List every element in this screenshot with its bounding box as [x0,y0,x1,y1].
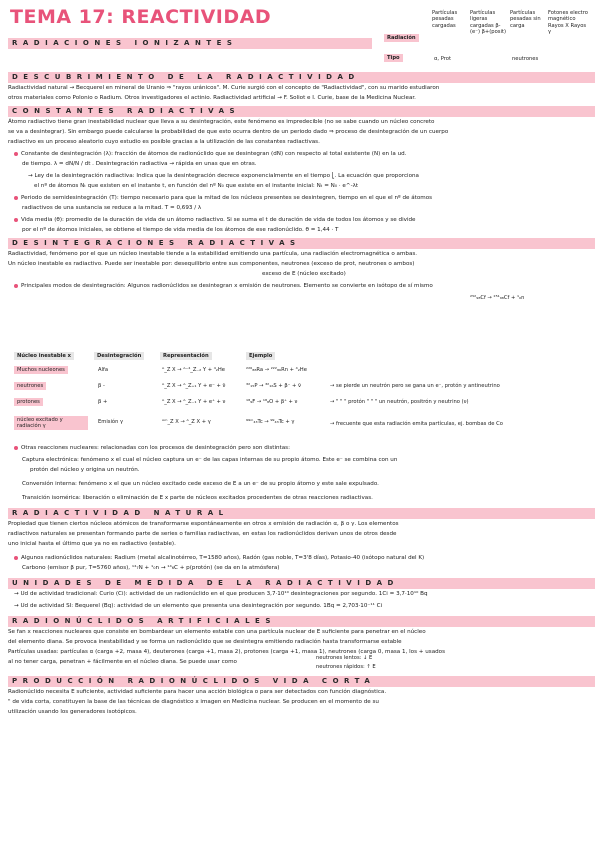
section-radiaciones-ionizantes: RADIACIONES IONIZANTES [8,38,372,49]
emission-row-3-ex: ⁹⁹ᵐ₄₃Tc → ⁹⁹₄₃Tc + γ [246,419,295,425]
tipo-neutral: neutrones [512,56,539,62]
captura-electronica-2: protón del núcleo y origina un neutrón. [30,467,140,473]
bullet-semidesintegracion: Periodo de semidesintegración (T): tiempo necesario para que la mitad de los núcleos presentes se desintegren, tiempo en el que el nº de átomos [14,194,592,204]
bullet-semidesintegracion-2: radiactivos de una sustancia se reduce a la mitad. T = 0,693 / λ [22,205,202,211]
header-light-charged: Partículas ligeras cargadas β-(e⁻) β+(posit) [470,10,506,35]
emission-row-0-type: Alfa [98,367,108,373]
section-artificiales: RADIONÚCLIDOS ARTIFICIALES [8,616,595,627]
const-line-2: se va a desintegrar). Sin embargo puede calcularse la probabilidad de que esto ocurra dentro de un periodo dado ⇒ proceso de desintegración de un cuerpo [8,129,449,135]
nat-line-3: uno inicial hasta el último que ya no es radiactivo (estable). [8,541,176,547]
emission-row-1-rep: ᴬ_Z X → ᴬ_Z₊₁ Y + e⁻ + ν̄ [162,383,226,389]
emission-table [14,352,324,436]
section-constantes: CONSTANTES RADIACTIVAS [8,106,595,117]
header-photons: Fotones electro magnético Rayos X Rayos γ [548,10,588,35]
emission-note-3: → frecuente que esta radiación emita partículas, ej. bombas de Co [330,421,503,427]
emission-row-0-rep: ᴬ_Z X → ᴬ⁻⁴_Z₋₂ Y + ⁴₂He [162,367,225,373]
section-natural: RADIACTIVIDAD NATURAL [8,508,595,519]
bullet-dot-icon [14,446,18,450]
bullet-otras-reacciones: Otras reacciones nucleares: relacionadas con los procesos de desintegración pero son distintas: [14,444,592,454]
unidad-bequerel: → Ud de actividad SI: Bequerel (Bq): actividad de un elemento que presenta una desintegración por segundo. 1Bq = 2,703·10⁻¹¹ Ci [14,603,383,609]
section-desintegraciones: DESINTEGRACIONES RADIACTIVAS [8,238,595,249]
emission-note-1: → se pierde un neutrón pero se gana un e⁻, protón y antineutrino [330,383,500,389]
captura-electronica-1: Captura electrónica: fenómeno x el cual el núcleo captura un e⁻ de las capas internas de su propio átomo. Este e⁻ se combina con un [22,457,398,463]
bullet-constante-2: de tiempo. λ = dN/N / dt . Desintegración radiactiva → rápida en unas que en otras. [22,161,257,167]
bullet-dot-icon [14,556,18,560]
discovery-line-1: Radiactividad natural → Becquerel en mineral de Uranio ⇒ "rayos uránicos". M. Curie surgió con el concepto de "Radiactividad", con su marido estudiaron [8,85,440,91]
emission-row-3-rep: ᴬᵐ_Z X → ᴬ_Z X + γ [162,419,211,425]
emission-row-3-type: Emisión γ [98,419,124,425]
emission-row-2-ex: ¹⁸₉F → ¹⁸₈O + β⁺ + ν [246,399,298,405]
const-line-1: Átomo radiactivo tiene gran inestabilidad nuclear que lleva a su desintegración, este fenómeno es impredecible (no se sabe cuando un núcleo concreto [8,119,435,125]
bullet-dot-icon [14,152,18,156]
nat-line-2: radiactivos naturales se presentan formando parte de series o familias radiactivas, en estas los radionúclidos derivan unos de otros desde [8,531,397,537]
emission-row-0-ex: ²²⁶₈₈Ra → ²²²₈₆Rn + ⁴₂He [246,367,307,373]
des-line-2: Un núcleo inestable es radiactivo. Puede ser inestable por: desequilibrio entre sus componentes, neutrones (exceso de prot, neutrones o ambos) [8,261,415,267]
bullet-naturales: Algunos radionúclidos naturales: Radium (metal alcalinotérreo, T=1580 años), Radón (gas noble, T=3'8 días), Potasio-40 (isótopo natural del K) [14,554,592,564]
section-unidades: UNIDADES DE MEDIDA DE LA RADIACTIVIDAD [8,578,595,589]
bullet-naturales-2: Carbono (emisor β pur, T=5760 años), ¹⁴₇N + ¹₀n → ¹⁴₆C + p(protón) (se da en la atmósfera) [22,565,280,571]
discovery-line-2: otros materiales como Polonio o Radium. Otros investigadores el actinio. Radiactividad artificial → F. Soliot e I. Curie, base de la Medicina Nuclear. [8,95,416,101]
transicion-isomerica: Transición isomérica: liberación o eliminación de E x parte de núcleos excitados procedentes de otras reacciones radiactivas. [22,495,373,501]
emission-header-2: Representación [160,352,212,360]
unidad-curio: → Ud de actividad tradicional: Curio (Ci): actividad de un radionúclido en el que producen 3,7·10¹⁰ desintegraciones por segundo. 1Ci = 3,7·10¹⁰ Bq [14,591,428,597]
section-produccion: PRODUCCIÓN RADIONÚCLIDOS VIDA CORTA [8,676,595,687]
emission-header-1: Desintegración [94,352,144,360]
neutrones-lentos: neutrones lentos: ↓ E [316,655,373,661]
emission-header-0: Núcleo inestable x [14,352,74,360]
header-heavy-neutral: Partículas pesadas sin carga [510,10,541,29]
neutrones-rapidos: neutrones rápidos: ↑ E [316,664,376,670]
bullet-dot-icon [14,218,18,222]
tipo-heavy: α, Prot [434,56,451,62]
bullet-dot-icon [14,284,18,288]
prod-line-2: " de vida corta, constituyen la base de las técnicas de diagnóstico x imagen en Medicina nuclear. Se producen en el momento de su [8,699,379,705]
emission-example: ²⁵²₉₈Cf → ²⁵¹₉₈Cf + ¹₀n [470,295,525,301]
art-line-4: al no tener carga, penetran + fácilmente en el núcleo diana. Se puede usar como [8,659,237,665]
art-line-3: Partículas usadas: partículas α (carga +2, masa 4), deuterones (carga +1, masa 2), protones (carga +1, masa 1), neutrones (carga 0, masa 1, los + usados [8,649,446,655]
emission-row-3-label: núcleo excitado y radiación γ [14,416,88,430]
ley-desintegracion-1: → Ley de la desintegración radiactiva: Indica que la desintegración decrece exponencialmente en el tiempo ⎣. La ecuación que proporciona [28,173,419,179]
des-line-3: exceso de E (núcleo excitado) [262,271,346,277]
emission-row-1-type: β - [98,383,105,389]
page-title: TEMA 17: REACTIVIDAD [10,6,272,28]
bullet-modos: Principales modos de desintegración: Algunos radionúclidos se desintegran x emisión de neutrones. Elemento se convierte en isótopo de sí mismo [14,282,592,292]
row-label-tipo: Tipo [384,54,403,62]
radiation-types-table [384,10,594,68]
emission-row-2-rep: ᴬ_Z X → ᴬ_Z₋₁ Y + e⁺ + ν [162,399,226,405]
conversion-interna: Conversión interna: fenómeno x el que un núcleo excitado cede exceso de E a un e⁻ de su propio átomo y este sale expulsado. [22,481,379,487]
const-line-3: radiactivo es un proceso aleatorio cuyo estudio es posible gracias a la utilización de las constantes radiactivas. [8,139,320,145]
art-line-1: Se fan x reacciones nucleares que consiste en bombardear un elemento estable con una partícula nuclear de E suficiente para penetrar en el núcleo [8,629,426,635]
row-label-radiacion: Radiación [384,34,419,42]
bullet-vida-media-2: por el nº de átomos iniciales, se obtiene el tiempo de vida media de los átomos de ese radionúclido. θ = 1,44 · T [22,227,339,233]
prod-line-1: Radionúclido necesita E suficiente, actividad suficiente para hacer una acción biológica o para ser detectados con función diagnóstica. [8,689,387,695]
bullet-dot-icon [14,196,18,200]
prod-line-3: utilización usando los generadores isotópicos. [8,709,137,715]
section-descubrimiento: DESCUBRIMIENTO DE LA RADIACTIVIDAD [8,72,595,83]
bullet-constante: Constante de desintegración (λ): fracción de átomos de radionúclido que se desintegran (dN) con respecto al total existente (N) en la ud. [14,150,592,160]
emission-note-2: → " " " protón " " " un neutrón, positrón y neutrino (ν) [330,399,469,405]
emission-row-2-label: protones [14,398,43,406]
des-line-1: Radiactividad, fenómeno por el que un núcleo inestable tiende a la estabilidad emitiendo una partícula, una radiación electromagnética o ambas. [8,251,418,257]
bullet-vida-media: Vida media (θ): promedio de la duración de vida de un átomo radiactivo. Si se suma el t de duración de vida de todos los átomos y se divide [14,216,592,226]
art-line-2: del elemento diana. Se provoca inestabilidad y se forma un radionúclido que se desintegra emitiendo radiación hasta transformarse estable [8,639,402,645]
emission-row-1-ex: ³²₁₅P → ³²₁₆S + β⁻ + ν̄ [246,383,301,389]
ley-desintegracion-2: el nº de átomos Nₜ que existen en el instante t, en función del nº N₀ que existe en el instante inicial: Nₜ = N₀ · e^-λt [34,183,359,189]
emission-header-3: Ejemplo [246,352,275,360]
header-heavy-charged: Partículas pesadas cargadas [432,10,458,29]
emission-row-1-label: neutrones [14,382,46,390]
emission-row-0-label: Muchos nucleones [14,366,68,374]
emission-row-2-type: β + [98,399,108,405]
nat-line-1: Propiedad que tienen ciertos núcleos atómicos de transformarse espontáneamente en otros x emisión de radiación α, β o γ. Los elementos [8,521,399,527]
